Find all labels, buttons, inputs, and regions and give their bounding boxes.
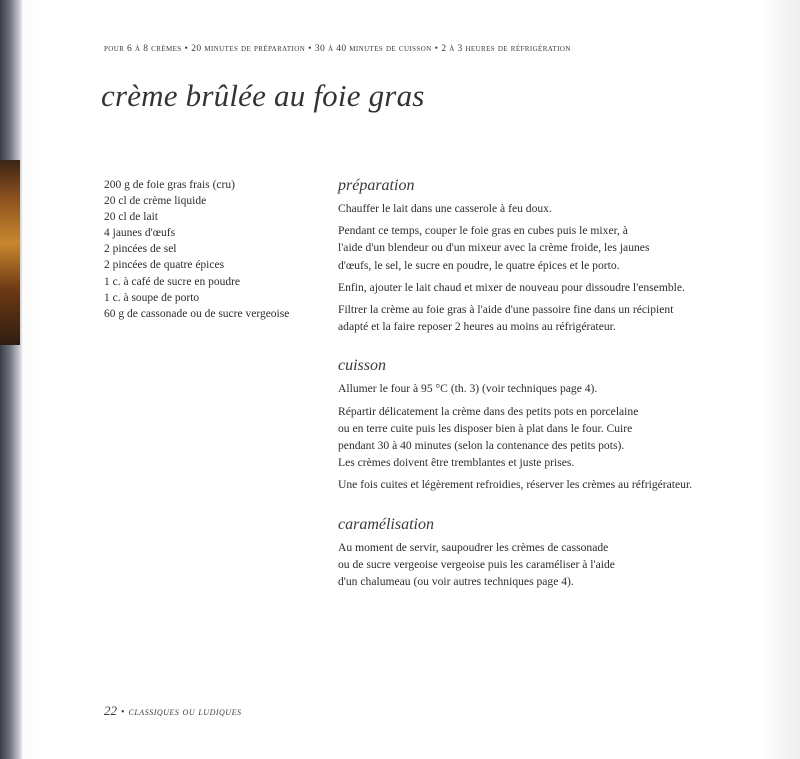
ingredient: 1 c. à café de sucre en poudre bbox=[104, 275, 241, 288]
cook-time: 30 à 40 minutes de cuisson bbox=[314, 44, 432, 54]
step-paragraph: Enfin, ajouter le lait chaud et mixer de nouveau pour dissoudre l'ensemble. bbox=[338, 280, 685, 294]
recipe-steps bbox=[338, 176, 758, 611]
chill-time: 2 à 3 heures de réfrigération bbox=[441, 44, 571, 54]
section-cuisson bbox=[338, 356, 758, 493]
step-paragraph: Au moment de servir, saupoudrer les crèmes de cassonade ou de sucre vergeoise vergeoise puis les caraméliser à l'aide d'un chalumeau (ou voir autres techniques page 4). bbox=[338, 540, 615, 589]
page-footer bbox=[104, 703, 241, 719]
step-paragraph: Une fois cuites et légèrement refroidies, réserver les crèmes au réfrigérateur. bbox=[338, 478, 693, 492]
servings: pour 6 à 8 crèmes bbox=[104, 44, 182, 54]
section-heading: caramélisation bbox=[338, 515, 434, 533]
page-number: 22 bbox=[104, 703, 117, 718]
section-caramelisation bbox=[338, 515, 758, 591]
ingredient: 20 cl de lait bbox=[104, 211, 158, 224]
separator: • bbox=[184, 44, 189, 54]
footer-bullet: • bbox=[121, 707, 125, 718]
ingredient: 4 jaunes d'œufs bbox=[104, 227, 176, 240]
section-preparation bbox=[338, 176, 758, 335]
ingredient: 2 pincées de sel bbox=[104, 243, 177, 256]
step-paragraph: Chauffer le lait dans une casserole à feu doux. bbox=[338, 202, 552, 215]
section-heading: cuisson bbox=[338, 357, 386, 375]
step-paragraph: Filtrer la crème au foie gras à l'aide d'une passoire fine dans un récipient adapté et la faire reposer 2 heures au moins au réfrigérateur. bbox=[338, 303, 674, 334]
separator: • bbox=[308, 44, 312, 54]
step-paragraph: Allumer le four à 95 °C (th. 3) (voir techniques page 4). bbox=[338, 382, 598, 396]
ingredient: 2 pincées de quatre épices bbox=[104, 259, 225, 272]
ingredient: 200 g de foie gras frais (cru) bbox=[104, 179, 235, 191]
book-spine bbox=[0, 0, 22, 759]
ingredient: 1 c. à soupe de porto bbox=[104, 291, 200, 304]
chapter-label: classiques ou ludiques bbox=[128, 706, 242, 718]
separator: • bbox=[434, 44, 439, 54]
section-heading: préparation bbox=[338, 177, 415, 194]
ingredient-list bbox=[104, 177, 324, 322]
ingredient: 60 g de cassonade ou de sucre vergeoise bbox=[104, 307, 290, 320]
ingredient: 20 cl de crème liquide bbox=[104, 195, 207, 208]
recipe-title: crème brûlée au foie gras bbox=[101, 78, 425, 113]
prep-time: 20 minutes de préparation bbox=[191, 44, 306, 54]
facing-page-photo-edge bbox=[0, 160, 20, 345]
recipe-info-line bbox=[104, 44, 704, 54]
step-paragraph: Répartir délicatement la crème dans des petits pots en porcelaine ou en terre cuite puis les disposer bien à plat dans le four. Cuire pendant 30 à 40 minutes (selon la contenance des petits pots). Les crèmes doivent être tremblantes et juste prises. bbox=[338, 404, 639, 470]
step-paragraph: Pendant ce temps, couper le foie gras en cubes puis le mixer, à l'aide d'un blendeur ou d'un mixeur avec la crème froide, les jaunes d'œufs, le sel, le sucre en poudre, le quatre épices et le porto. bbox=[338, 224, 650, 272]
